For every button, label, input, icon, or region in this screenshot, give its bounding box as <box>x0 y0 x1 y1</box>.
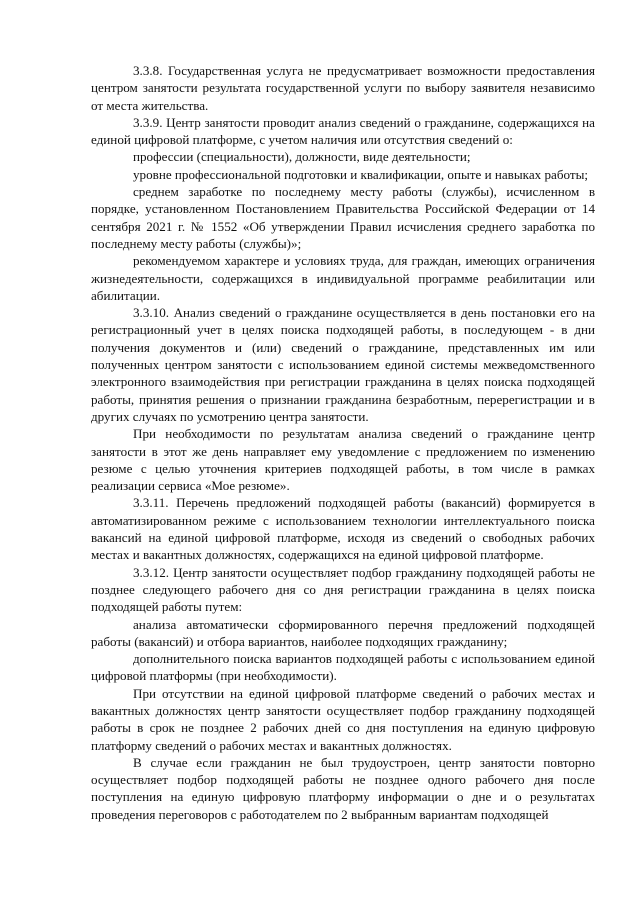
list-item-additional-search: дополнительного поиска вариантов подходящей работы с использованием единой цифровой платформы (при необходимости). <box>91 651 595 684</box>
paragraph-no-vacancies: При отсутствии на единой цифровой платформе сведений о рабочих местах и вакантных должностях центр занятости осуществляет подбор гражданину подходящей работы в срок не позднее 2 рабочих дней со дня поступления на единую цифровую платформу сведений о рабочих местах и вакантных должностях. <box>91 685 595 753</box>
list-item-average-salary: среднем заработке по последнему месту работы (службы), исчисленном в порядке, установленном Постановлением Правительства Российской Федерации от 14 сентября 2021 г. № 1552 «Об утверждении Правил исчисления среднего заработка по последнему месту работы (службы)»; <box>91 184 595 251</box>
paragraph-3-3-11: 3.3.11. Перечень предложений подходящей работы (вакансий) формируется в автоматизированном режиме с использованием технологии интеллектуального поиска вакансий на единой цифровой платформе, исходя из сведений о свободных рабочих местах и вакантных должностях, содержащихся на единой цифровой платформе. <box>91 495 595 563</box>
paragraph-3-3-8: 3.3.8. Государственная услуга не предусматривает возможности предоставления центром занятости результата государственной услуги по выбору заявителя независимо от места жительства. <box>91 63 595 113</box>
list-item-profession: профессии (специальности), должности, виде деятельности; <box>133 149 471 165</box>
paragraph-repeat-selection: В случае если гражданин не был трудоустроен, центр занятости повторно осуществляет подбор подходящей работы не позднее одного рабочего дня после поступления на единую цифровую платформу информации о дне и о результатах проведения переговоров с работодателем по 2 выбранным вариантам подходящей <box>91 754 595 822</box>
paragraph-3-3-10: 3.3.10. Анализ сведений о гражданине осуществляется в день постановки его на регистрационный учет в целях поиска подходящей работы, в последующем - в дни получения документов и (или) сведений о гражданине, представленных им или полученных центром занятости с использованием единой системы межведомственного электронного взаимодействия при регистрации гражданина в целях поиска подходящей работы, принятия решения о признании гражданина безработным, перерегистрации и в других случаях по усмотрению центра занятости. <box>91 305 595 424</box>
paragraph-resume-notice: При необходимости по результатам анализа сведений о гражданине центр занятости в этот же день направляет ему уведомление с предложением по изменению резюме с целью уточнения критериев подходящей работы, в том числе в рамках реализации сервиса «Мое резюме». <box>91 426 595 494</box>
document-page <box>91 62 595 823</box>
list-item-working-conditions: рекомендуемом характере и условиях труда, для граждан, имеющих ограничения жизнедеятельности, содержащихся в индивидуальной программе реабилитации или абилитации. <box>91 253 595 303</box>
list-item-auto-analysis: анализа автоматически сформированного перечня предложений подходящей работы (вакансий) и отбора вариантов, наиболее подходящих гражданину; <box>91 616 595 649</box>
paragraph-3-3-9: 3.3.9. Центр занятости проводит анализ сведений о гражданине, содержащихся на единой цифровой платформе, с учетом наличия или отсутствия сведений о: <box>91 114 595 148</box>
list-item-qualification: уровне профессиональной подготовки и квалификации, опыте и навыках работы; <box>133 166 589 182</box>
paragraph-3-3-12: 3.3.12. Центр занятости осуществляет подбор гражданину подходящей работы не позднее следующего рабочего дня со дня регистрации гражданина в целях поиска подходящей работы путем: <box>91 564 595 615</box>
